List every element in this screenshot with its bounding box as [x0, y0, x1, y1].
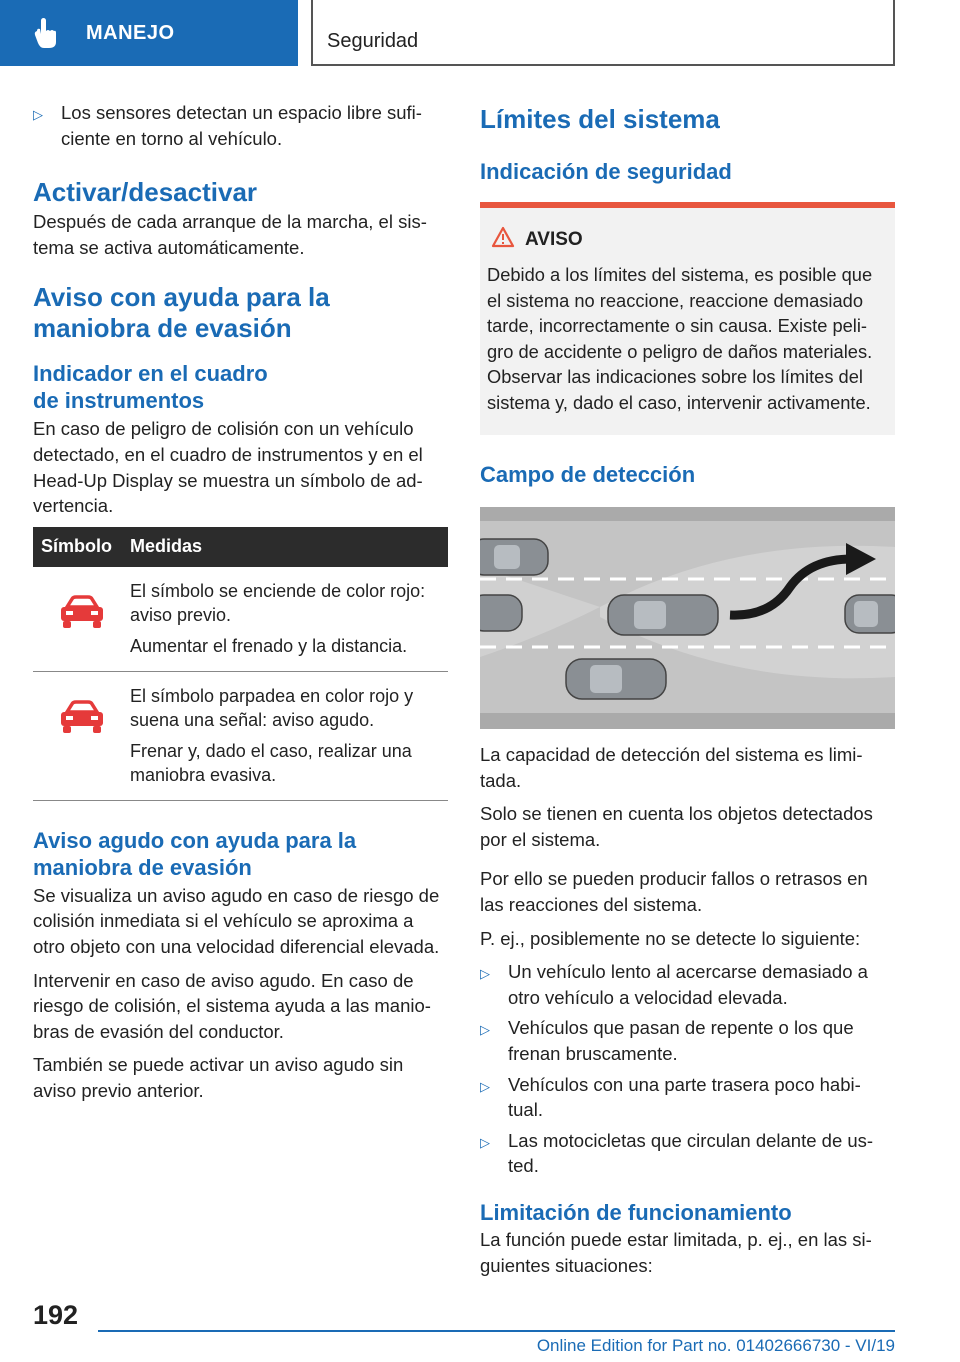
warning-triangle-icon — [491, 226, 515, 254]
agudo-paragraph-1: Se visualiza un aviso agudo en caso de riesgo de colisión inmediata si el vehículo se aproxima a otro objeto con una velocidad diferencial elevada. — [33, 884, 440, 957]
warning-title — [487, 226, 887, 254]
bullet-triangle-icon: ▷ — [480, 966, 490, 982]
list-item — [480, 959, 895, 1010]
section-tab — [311, 0, 895, 66]
row2-text1: El símbolo parpadea en color rojo y suena una señal: aviso agudo. — [130, 685, 414, 730]
campo-heading: Campo de detección — [480, 462, 696, 487]
campo-paragraph-1: La capacidad de detección del sistema es limi‐tada. — [480, 744, 863, 791]
agudo-paragraph-3: También se puede activar un aviso agudo sin aviso previo anterior. — [33, 1054, 404, 1101]
aviso-heading-line2: maniobra de evasión — [33, 313, 292, 344]
list-item-text: Vehículos que pasan de repente o los que frenan bruscamente. — [508, 1017, 854, 1064]
warning-label: AVISO — [525, 229, 583, 250]
agudo-paragraph-2: Intervenir en caso de aviso agudo. En caso de riesgo de colisión, el sistema ayuda a las manio‐bras de evasión del conductor. — [33, 969, 431, 1042]
indicador-text: En caso de peligro de colisión con un vehículo detectado, en el cuadro de instrumentos y en el Head-Up Display se muestra un símbolo de ad‐vertencia. — [33, 418, 423, 517]
indicador-heading-line1: Indicador en el cuadro — [33, 361, 268, 387]
table-header-symbol: Símbolo — [41, 536, 112, 557]
bullet-triangle-icon: ▷ — [33, 107, 43, 122]
warning-text: Debido a los límites del sistema, es posible que el sistema no reaccione, reaccione demasiado tarde, incorrectamente o sin causa. Existe peli‐gro de accidente o peligro de daños materiales. Observar las indicaciones sobre los límites del sistema y, dado el caso, intervenir activamente. — [487, 264, 873, 413]
row2-text2: Frenar y, dado el caso, realizar una maniobra evasiva. — [130, 740, 412, 785]
warning-box — [480, 202, 895, 435]
agudo-heading-line1: Aviso agudo con ayuda para la — [33, 827, 357, 853]
edition-text: Online Edition for Part no. 01402666730 - VI/19 — [536, 1336, 895, 1355]
list-item-text: Vehículos con una parte trasera poco habi‐tual. — [508, 1073, 861, 1121]
bullet-triangle-icon: ▷ — [480, 1022, 490, 1038]
detection-field-illustration — [480, 507, 895, 729]
table-row — [33, 567, 448, 672]
seguridad-heading: Indicación de seguridad — [480, 159, 732, 184]
chapter-tab — [0, 0, 298, 66]
table-header — [33, 527, 448, 567]
right-column — [480, 100, 895, 1286]
car-warning-flashing-icon — [33, 684, 130, 794]
list-item-text: Un vehículo lento al acercarse demasiado a otro vehículo a velocidad elevada. — [508, 961, 868, 1008]
list-item — [480, 1015, 895, 1066]
intro-bullet-text: Los sensores detectan un espacio libre sufi‐ciente en torno al vehículo. — [61, 102, 422, 149]
page-number: 192 — [33, 1300, 79, 1330]
table-cell-measures — [130, 684, 448, 794]
row1-text2: Aumentar el frenado y la distancia. — [130, 635, 408, 656]
section-label: Seguridad — [327, 30, 419, 52]
intro-bullet — [33, 100, 448, 151]
footer-divider — [98, 1330, 895, 1332]
car-warning-red-icon — [33, 579, 130, 665]
aviso-heading-line1: Aviso con ayuda para la — [33, 282, 330, 313]
list-item — [480, 1072, 895, 1123]
table-header-measures: Medidas — [130, 536, 203, 557]
list-item-text: Las motocicletas que circulan delante de us‐ted. — [508, 1129, 874, 1177]
hand-pointer-icon — [32, 8, 82, 58]
chapter-label: MANEJO — [86, 21, 175, 44]
activar-heading: Activar/desactivar — [33, 177, 258, 208]
indicador-heading-line2: de instrumentos — [33, 388, 205, 414]
campo-paragraph-4: P. ej., posiblemente no se detecte lo siguiente: — [480, 927, 861, 949]
limitacion-text: La función puede estar limitada, p. ej., en las si‐guientes situaciones: — [480, 1228, 872, 1276]
left-column — [33, 100, 448, 1112]
bullet-triangle-icon: ▷ — [480, 1134, 490, 1150]
table-row — [33, 672, 448, 801]
symbol-table — [33, 527, 448, 801]
limitacion-heading: Limitación de funcionamiento — [480, 1199, 792, 1225]
agudo-heading-line2: maniobra de evasión — [33, 854, 252, 880]
campo-paragraph-2: Solo se tienen en cuenta los objetos detectados por el sistema. — [480, 803, 873, 850]
limites-heading: Límites del sistema — [480, 104, 720, 134]
list-item — [480, 1128, 895, 1179]
row1-text1: El símbolo se enciende de color rojo: aviso previo. — [130, 580, 426, 625]
bullet-triangle-icon: ▷ — [480, 1078, 490, 1094]
activar-text: Después de cada arranque de la marcha, el sis‐tema se activa automáticamente. — [33, 211, 427, 258]
campo-paragraph-3: Por ello se pueden producir fallos o retrasos en las reacciones del sistema. — [480, 868, 868, 915]
table-cell-measures — [130, 579, 448, 665]
